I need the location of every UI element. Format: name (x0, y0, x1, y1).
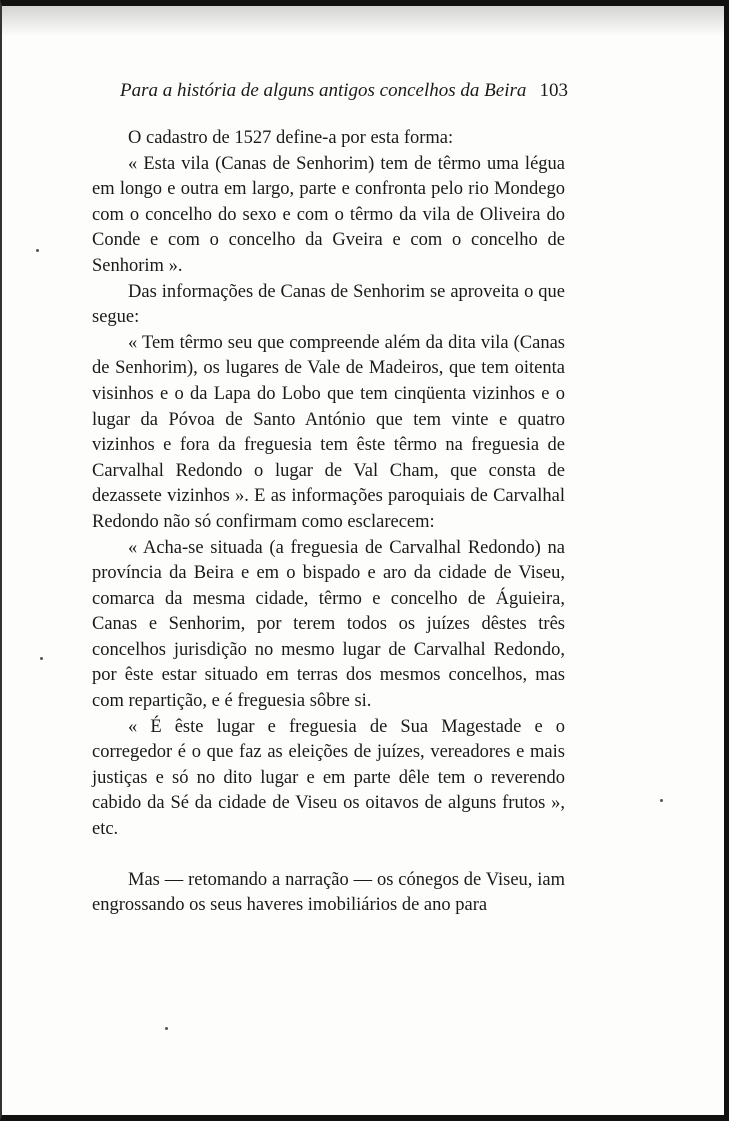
scan-speck (36, 249, 39, 252)
paragraph: O cadastro de 1527 define-a por esta forma: (128, 128, 454, 148)
page-header (120, 80, 568, 110)
scan-speck (165, 1027, 168, 1030)
paragraph: Das informações de Canas de Senhorim se aproveita o que segue: (92, 281, 565, 328)
scan-speck (40, 657, 43, 660)
paragraph: « É êste lugar e freguesia de Sua Magestade e o corregedor é o que faz as eleições de juízes, vereadores e mais justiças e só no dito lugar e em parte dêle tem o reverendo cabido da Sé da cidade de Viseu os oitavos de alguns frutos », etc. (92, 716, 565, 840)
paragraph: « Acha-se situada (a freguesia de Carvalhal Redondo) na província da Beira e em o bispado e aro da cidade de Viseu, comarca da mesma cidade, têrmo e concelho de Águieira, Canas e Senhorim, por terem todos os juízes dêstes três concelhos jurisdição no mesmo lugar de Carvalhal Redondo, por êste estar situado em terras dos mesmos concelhos, mas com repartição, e é freguesia sôbre si. (92, 537, 565, 712)
paragraph: Mas — retomando a narração — os cónegos de Viseu, iam engrossando os seus haveres imobiliários de ano para (92, 869, 565, 916)
scan-speck (660, 799, 663, 802)
running-title: Para a história de alguns antigos concelhos da Beira (120, 80, 527, 101)
page-number: 103 (539, 80, 568, 101)
paragraph: « Esta vila (Canas de Senhorim) tem de têrmo uma légua em longo e outra em largo, parte e confronta pelo rio Mondego com o concelho do sexo e com o têrmo da vila de Oliveira do Conde e com o concelho da Gveira e com o concelho de Senhorim ». (92, 153, 565, 276)
body-text (92, 126, 565, 919)
paragraph: « Tem têrmo seu que compreende além da dita vila (Canas de Senhorim), os lugares de Vale de Madeiros, que tem oitenta visinhos e o da Lapa do Lobo que tem cinqüenta vizinhos e o lugar da Póvoa de Santo António que tem vinte e quatro vizinhos e fora da freguesia tem êste têrmo na freguesia de Carvalhal Redondo o lugar de Val Cham, que consta de dezassete vizinhos ». E as informações paroquiais de Carvalhal Redondo não só confirmam como esclarecem: (92, 332, 565, 532)
scan-edge-shadow (2, 6, 729, 36)
